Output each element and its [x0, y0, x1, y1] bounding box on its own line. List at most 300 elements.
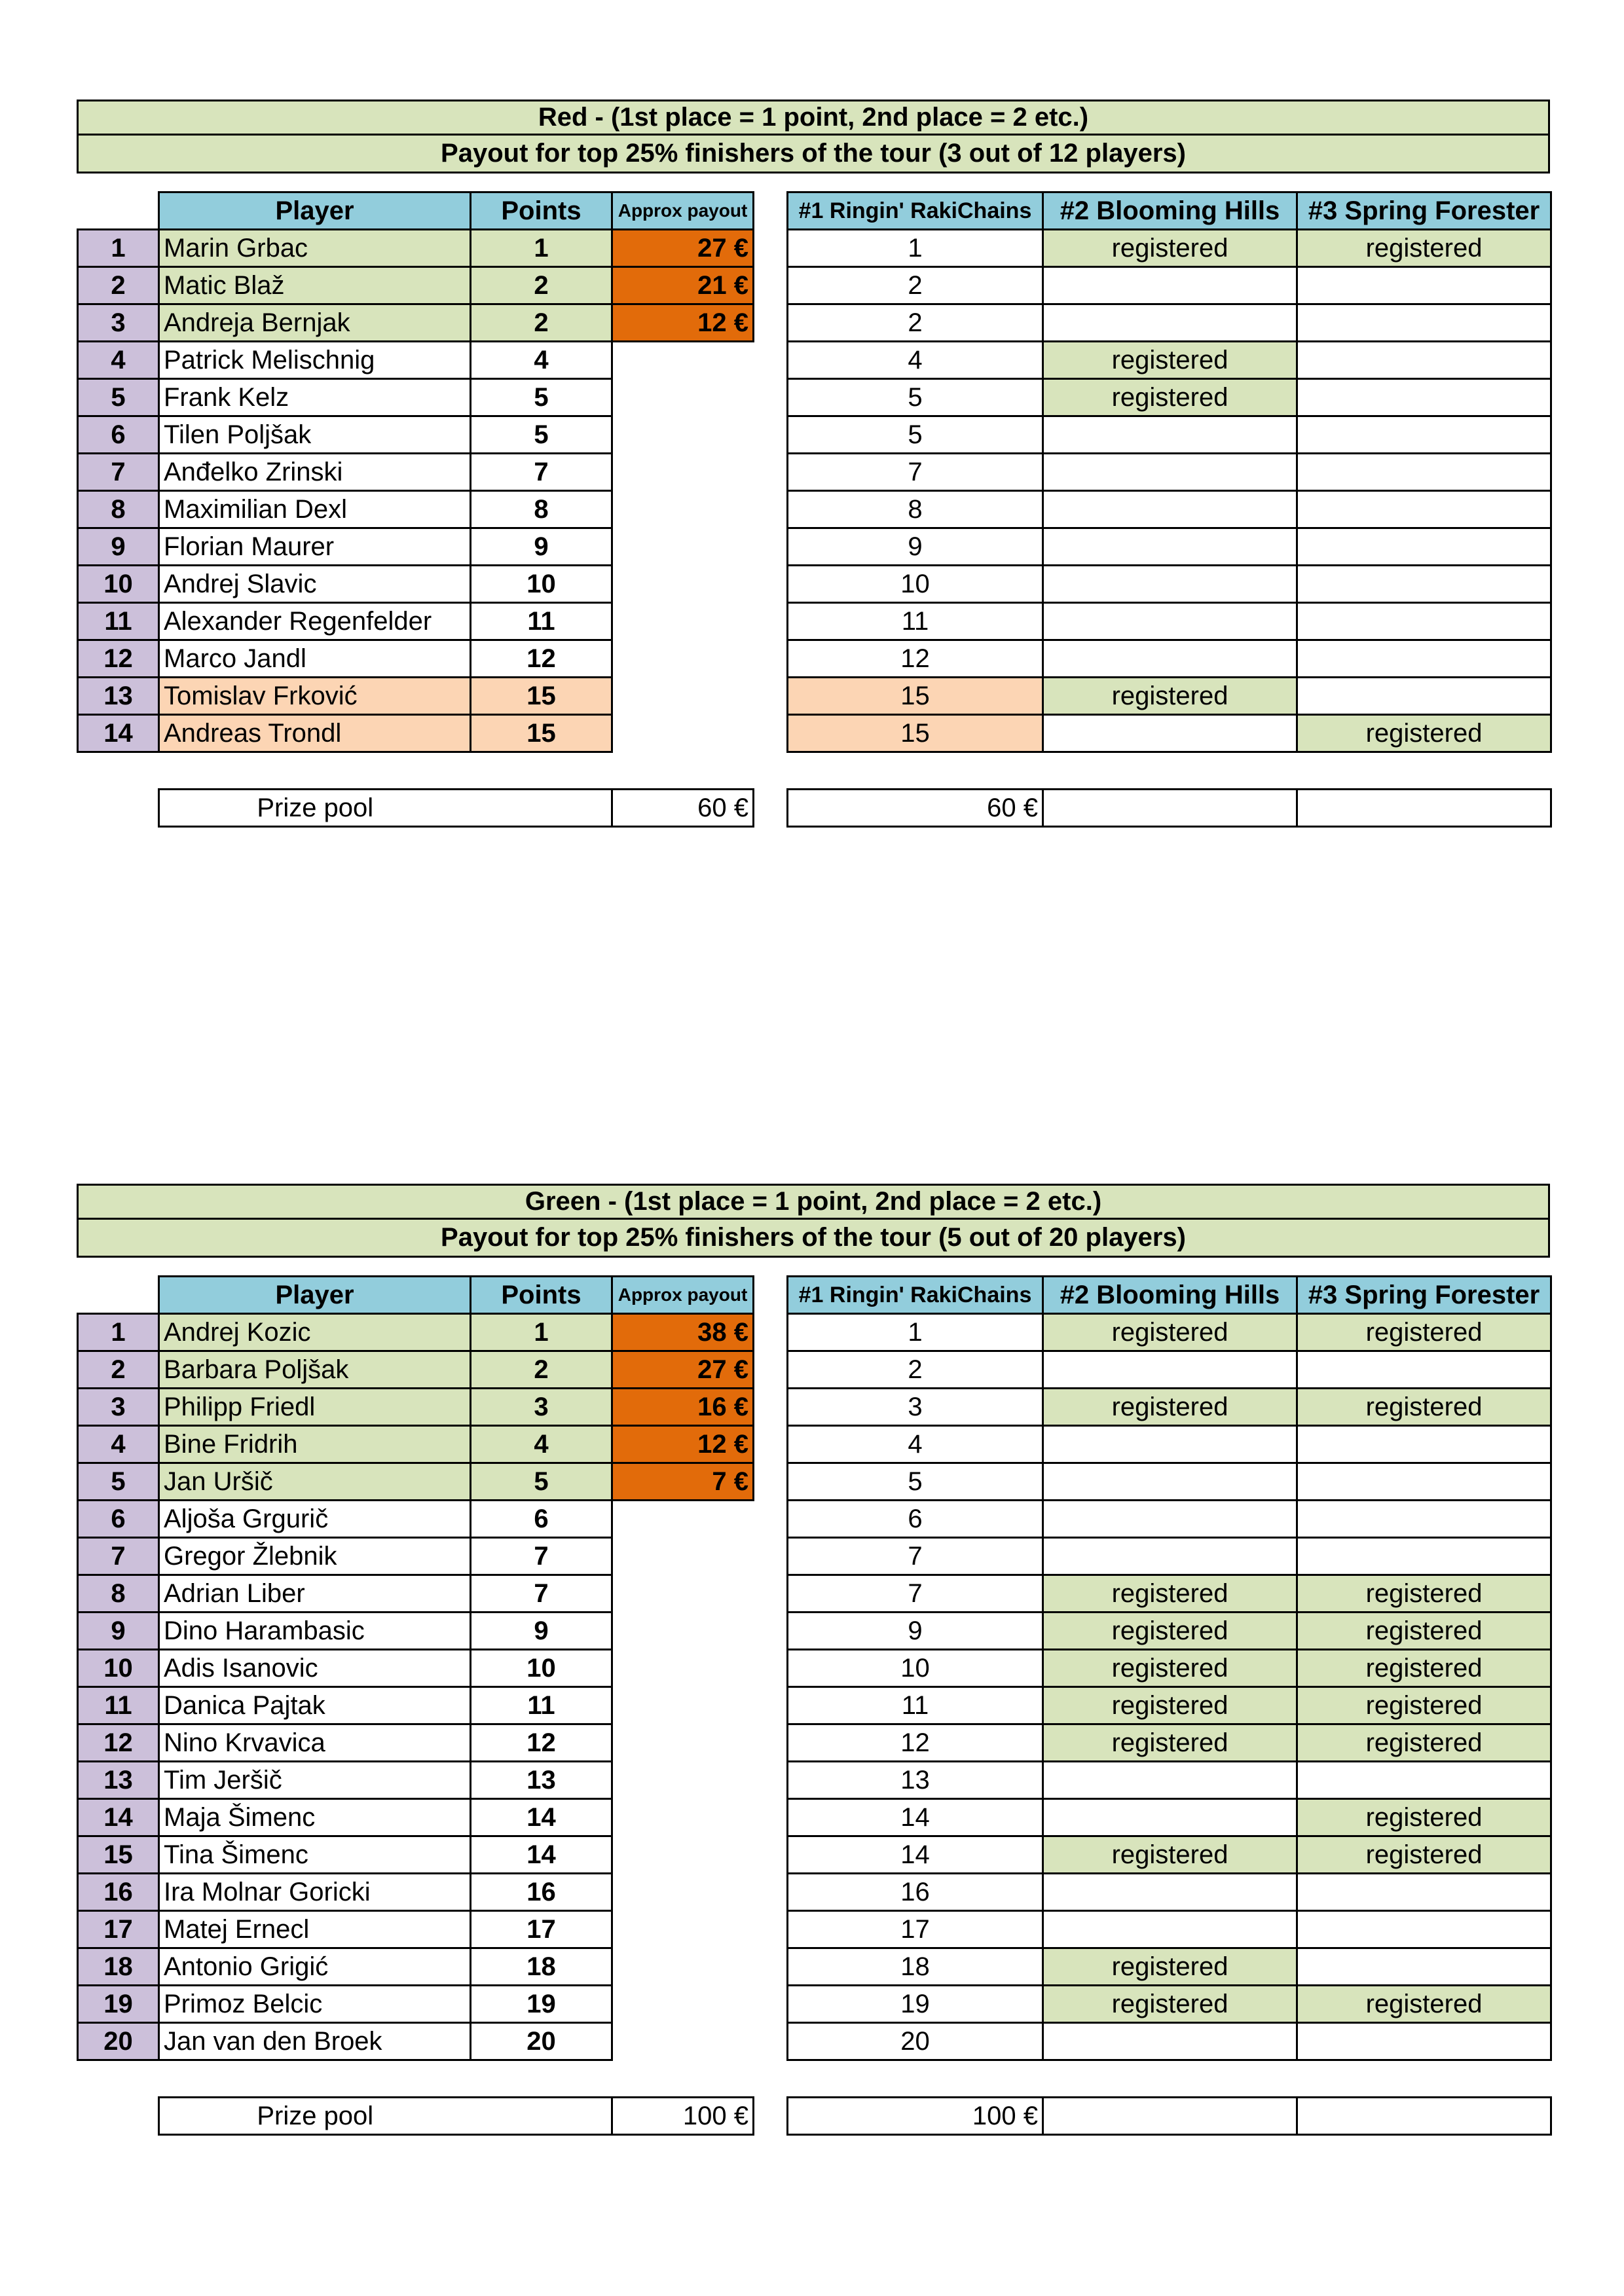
player-name-cell: Marin Grbac — [159, 230, 471, 267]
event2-registration-cell — [1043, 603, 1297, 640]
event3-registration-cell — [1297, 1538, 1551, 1575]
event3-registration-cell: registered — [1297, 1575, 1551, 1613]
spacer — [754, 678, 788, 715]
spacer — [754, 1463, 788, 1501]
payout-empty — [612, 678, 754, 715]
gap-cell — [159, 2060, 471, 2098]
spacer — [754, 603, 788, 640]
event3-registration-cell: registered — [1297, 1687, 1551, 1724]
points-cell: 9 — [471, 528, 612, 566]
event1-result-cell: 15 — [788, 678, 1043, 715]
event1-result-cell: 20 — [788, 2023, 1043, 2060]
event1-result-cell: 5 — [788, 1463, 1043, 1501]
event2-registration-cell — [1043, 267, 1297, 304]
player-name-cell: Tomislav Frković — [159, 678, 471, 715]
event3-registration-cell — [1297, 678, 1551, 715]
event2-registration-cell: registered — [1043, 1986, 1297, 2023]
table-row — [78, 1836, 1551, 1874]
event3-registration-cell — [1297, 491, 1551, 528]
player-name-cell: Aljoša Grgurič — [159, 1501, 471, 1538]
spacer — [754, 1501, 788, 1538]
spacer — [754, 1575, 788, 1613]
event3-registration-cell — [1297, 1874, 1551, 1911]
player-name-cell: Danica Pajtak — [159, 1687, 471, 1724]
spacer — [754, 2098, 788, 2135]
event2-registration-cell — [1043, 304, 1297, 342]
event1-result-cell: 12 — [788, 640, 1043, 678]
event3-registration-cell — [1297, 566, 1551, 603]
payout-cell: 27 € — [612, 230, 754, 267]
payout-empty — [612, 1501, 754, 1538]
event1-result-cell: 17 — [788, 1911, 1043, 1948]
spacer — [754, 230, 788, 267]
event1-result-cell: 1 — [788, 230, 1043, 267]
event1-result-cell: 12 — [788, 1724, 1043, 1762]
event1-column-header: #1 Ringin' RakiChains — [788, 192, 1043, 230]
event2-registration-cell — [1043, 491, 1297, 528]
event2-registration-cell — [1043, 1799, 1297, 1836]
red-table-body — [78, 192, 1551, 827]
event3-registration-cell: registered — [1297, 1836, 1551, 1874]
points-cell: 2 — [471, 1351, 612, 1389]
rank-cell: 3 — [78, 304, 159, 342]
payout-empty — [612, 715, 754, 752]
points-cell: 5 — [471, 1463, 612, 1501]
rank-cell: 2 — [78, 267, 159, 304]
points-cell: 17 — [471, 1911, 612, 1948]
table-row — [78, 1426, 1551, 1463]
payout-empty — [612, 1799, 754, 1836]
event2-registration-cell — [1043, 1463, 1297, 1501]
rank-cell: 9 — [78, 528, 159, 566]
event1-result-cell: 16 — [788, 1874, 1043, 1911]
rank-cell: 9 — [78, 1613, 159, 1650]
prize-pool-spacer — [471, 790, 612, 827]
spacer — [754, 304, 788, 342]
gap-row — [78, 752, 1551, 790]
payout-empty — [612, 603, 754, 640]
table-row — [78, 1575, 1551, 1613]
player-name-cell: Maja Šimenc — [159, 1799, 471, 1836]
event1-result-cell: 6 — [788, 1501, 1043, 1538]
points-cell: 3 — [471, 1389, 612, 1426]
event3-registration-cell: registered — [1297, 1724, 1551, 1762]
player-name-cell: Tim Jeršič — [159, 1762, 471, 1799]
spacer — [754, 1650, 788, 1687]
rank-cell: 14 — [78, 1799, 159, 1836]
player-name-cell: Barbara Poljšak — [159, 1351, 471, 1389]
player-name-cell: Andrej Kozic — [159, 1314, 471, 1351]
table-row — [78, 1351, 1551, 1389]
event2-column-header: #2 Blooming Hills — [1043, 192, 1297, 230]
rank-cell: 10 — [78, 566, 159, 603]
prize-pool-event3-value — [1297, 2098, 1551, 2135]
event2-registration-cell: registered — [1043, 342, 1297, 379]
event2-registration-cell — [1043, 1911, 1297, 1948]
event1-result-cell: 13 — [788, 1762, 1043, 1799]
table-row — [78, 1613, 1551, 1650]
table-row — [78, 1911, 1551, 1948]
player-name-cell: Patrick Melischnig — [159, 342, 471, 379]
payout-cell: 38 € — [612, 1314, 754, 1351]
spacer — [754, 1874, 788, 1911]
event1-result-cell: 2 — [788, 1351, 1043, 1389]
points-cell: 5 — [471, 379, 612, 416]
points-column-header: Points — [471, 1277, 612, 1314]
rank-cell: 5 — [78, 379, 159, 416]
table-row — [78, 528, 1551, 566]
event3-registration-cell — [1297, 304, 1551, 342]
event1-result-cell: 18 — [788, 1948, 1043, 1986]
event3-registration-cell — [1297, 1426, 1551, 1463]
spacer — [754, 1277, 788, 1314]
rank-cell: 5 — [78, 1463, 159, 1501]
gap-cell — [788, 2060, 1043, 2098]
event1-result-cell: 11 — [788, 603, 1043, 640]
spacer — [754, 192, 788, 230]
rank-cell: 14 — [78, 715, 159, 752]
gap-cell — [612, 752, 754, 790]
event2-registration-cell — [1043, 1426, 1297, 1463]
player-name-cell: Dino Harambasic — [159, 1613, 471, 1650]
spacer — [754, 528, 788, 566]
points-cell: 11 — [471, 603, 612, 640]
gap-cell — [471, 2060, 612, 2098]
event1-result-cell: 10 — [788, 1650, 1043, 1687]
table-row — [78, 1986, 1551, 2023]
rank-cell: 1 — [78, 1314, 159, 1351]
points-cell: 2 — [471, 267, 612, 304]
points-cell: 14 — [471, 1836, 612, 1874]
event2-registration-cell — [1043, 2023, 1297, 2060]
table-row — [78, 304, 1551, 342]
event1-result-cell: 7 — [788, 1538, 1043, 1575]
rank-cell: 6 — [78, 1501, 159, 1538]
table-row — [78, 342, 1551, 379]
player-name-cell: Andrej Slavic — [159, 566, 471, 603]
table-row — [78, 267, 1551, 304]
player-name-cell: Marco Jandl — [159, 640, 471, 678]
gap-cell — [159, 752, 471, 790]
event2-registration-cell — [1043, 454, 1297, 491]
green-column-header-row — [78, 1277, 1551, 1314]
payout-empty — [612, 1986, 754, 2023]
rank-cell: 7 — [78, 1538, 159, 1575]
player-name-cell: Andreas Trondl — [159, 715, 471, 752]
payout-empty — [612, 640, 754, 678]
player-name-cell: Bine Fridrih — [159, 1426, 471, 1463]
table-row — [78, 416, 1551, 454]
table-row — [78, 1314, 1551, 1351]
event3-column-header: #3 Spring Forester — [1297, 192, 1551, 230]
payout-empty — [612, 416, 754, 454]
event3-column-header: #3 Spring Forester — [1297, 1277, 1551, 1314]
player-name-cell: Antonio Grigić — [159, 1948, 471, 1986]
event1-result-cell: 1 — [788, 1314, 1043, 1351]
event3-registration-cell: registered — [1297, 230, 1551, 267]
player-name-cell: Frank Kelz — [159, 379, 471, 416]
points-cell: 7 — [471, 454, 612, 491]
event3-registration-cell: registered — [1297, 1986, 1551, 2023]
event2-registration-cell: registered — [1043, 1613, 1297, 1650]
green-prize-pool-row — [78, 2098, 1551, 2135]
event1-result-cell: 5 — [788, 379, 1043, 416]
payout-empty — [612, 1538, 754, 1575]
event3-registration-cell — [1297, 454, 1551, 491]
event2-column-header: #2 Blooming Hills — [1043, 1277, 1297, 1314]
table-row — [78, 1501, 1551, 1538]
spacer — [754, 1911, 788, 1948]
points-cell: 15 — [471, 678, 612, 715]
event3-registration-cell — [1297, 416, 1551, 454]
points-cell: 1 — [471, 1314, 612, 1351]
gap-cell — [78, 2060, 159, 2098]
spacer — [754, 1762, 788, 1799]
rank-cell: 11 — [78, 603, 159, 640]
table-row — [78, 566, 1551, 603]
rank-cell: 11 — [78, 1687, 159, 1724]
event1-result-cell: 7 — [788, 1575, 1043, 1613]
player-name-cell: Anđelko Zrinski — [159, 454, 471, 491]
player-name-cell: Alexander Regenfelder — [159, 603, 471, 640]
player-name-cell: Jan Uršič — [159, 1463, 471, 1501]
rank-header-blank — [78, 192, 159, 230]
event2-registration-cell — [1043, 1501, 1297, 1538]
table-row — [78, 1724, 1551, 1762]
points-cell: 10 — [471, 1650, 612, 1687]
event1-result-cell: 9 — [788, 528, 1043, 566]
green-title: Green - (1st place = 1 point, 2nd place = 2 etc.) — [77, 1184, 1550, 1220]
event2-registration-cell: registered — [1043, 1575, 1297, 1613]
event1-column-header: #1 Ringin' RakiChains — [788, 1277, 1043, 1314]
spacer — [754, 1426, 788, 1463]
event2-registration-cell: registered — [1043, 678, 1297, 715]
rank-cell: 8 — [78, 491, 159, 528]
rank-cell: 2 — [78, 1351, 159, 1389]
player-name-cell: Philipp Friedl — [159, 1389, 471, 1426]
table-row — [78, 2023, 1551, 2060]
event2-registration-cell — [1043, 566, 1297, 603]
player-column-header: Player — [159, 1277, 471, 1314]
event3-registration-cell — [1297, 1762, 1551, 1799]
event1-result-cell: 10 — [788, 566, 1043, 603]
event1-result-cell: 8 — [788, 491, 1043, 528]
event2-registration-cell — [1043, 1762, 1297, 1799]
table-row — [78, 678, 1551, 715]
payout-empty — [612, 2023, 754, 2060]
rank-cell: 18 — [78, 1948, 159, 1986]
event2-registration-cell: registered — [1043, 1389, 1297, 1426]
player-name-cell: Ira Molnar Goricki — [159, 1874, 471, 1911]
event3-registration-cell — [1297, 267, 1551, 304]
points-cell: 15 — [471, 715, 612, 752]
table-row — [78, 715, 1551, 752]
rank-cell: 19 — [78, 1986, 159, 2023]
rank-cell: 15 — [78, 1836, 159, 1874]
event1-result-cell: 9 — [788, 1613, 1043, 1650]
event1-result-cell: 4 — [788, 342, 1043, 379]
table-row — [78, 1463, 1551, 1501]
rank-cell: 17 — [78, 1911, 159, 1948]
red-prize-pool-row — [78, 790, 1551, 827]
gap-cell — [1043, 752, 1297, 790]
table-row — [78, 1874, 1551, 1911]
player-name-cell: Matej Ernecl — [159, 1911, 471, 1948]
gap-cell — [78, 752, 159, 790]
rank-cell: 12 — [78, 640, 159, 678]
spacer — [754, 1986, 788, 2023]
event1-result-cell: 4 — [788, 1426, 1043, 1463]
spacer — [754, 1613, 788, 1650]
player-name-cell: Tina Šimenc — [159, 1836, 471, 1874]
spacer — [754, 1687, 788, 1724]
event1-result-cell: 2 — [788, 267, 1043, 304]
prize-pool-value: 60 € — [612, 790, 754, 827]
player-name-cell: Adis Isanovic — [159, 1650, 471, 1687]
event3-registration-cell — [1297, 1911, 1551, 1948]
spacer — [754, 342, 788, 379]
rank-cell: 8 — [78, 1575, 159, 1613]
player-name-cell: Adrian Liber — [159, 1575, 471, 1613]
payout-cell: 16 € — [612, 1389, 754, 1426]
player-name-cell: Tilen Poljšak — [159, 416, 471, 454]
event3-registration-cell — [1297, 1501, 1551, 1538]
prize-pool-label: Prize pool — [159, 2098, 471, 2135]
table-row — [78, 1389, 1551, 1426]
event2-registration-cell: registered — [1043, 379, 1297, 416]
points-cell: 16 — [471, 1874, 612, 1911]
event3-registration-cell: registered — [1297, 1314, 1551, 1351]
spacer — [754, 1351, 788, 1389]
event2-registration-cell: registered — [1043, 1948, 1297, 1986]
payout-empty — [612, 342, 754, 379]
event1-result-cell: 11 — [788, 1687, 1043, 1724]
payout-empty — [612, 566, 754, 603]
spacer — [754, 454, 788, 491]
points-cell: 19 — [471, 1986, 612, 2023]
rank-cell: 4 — [78, 342, 159, 379]
event1-result-cell: 19 — [788, 1986, 1043, 2023]
gap-row — [78, 2060, 1551, 2098]
rank-cell: 20 — [78, 2023, 159, 2060]
table-row — [78, 491, 1551, 528]
payout-cell: 12 € — [612, 1426, 754, 1463]
table-row — [78, 1650, 1551, 1687]
rank-cell: 13 — [78, 1762, 159, 1799]
points-cell: 6 — [471, 1501, 612, 1538]
payout-empty — [612, 1613, 754, 1650]
event2-registration-cell — [1043, 1538, 1297, 1575]
payout-empty — [612, 1762, 754, 1799]
points-cell: 2 — [471, 304, 612, 342]
table-row — [78, 1538, 1551, 1575]
player-name-cell: Jan van den Broek — [159, 2023, 471, 2060]
player-column-header: Player — [159, 192, 471, 230]
prize-pool-event2-value — [1043, 2098, 1297, 2135]
points-cell: 4 — [471, 342, 612, 379]
rank-cell: 16 — [78, 1874, 159, 1911]
table-row — [78, 1762, 1551, 1799]
spacer — [754, 1724, 788, 1762]
payout-empty — [612, 1724, 754, 1762]
spacer — [754, 491, 788, 528]
gap-cell — [754, 2060, 788, 2098]
event3-registration-cell: registered — [1297, 1650, 1551, 1687]
event2-registration-cell — [1043, 715, 1297, 752]
event2-registration-cell — [1043, 1874, 1297, 1911]
event1-result-cell: 14 — [788, 1836, 1043, 1874]
points-cell: 18 — [471, 1948, 612, 1986]
rank-header-blank — [78, 1277, 159, 1314]
event3-registration-cell — [1297, 1463, 1551, 1501]
event3-registration-cell: registered — [1297, 1799, 1551, 1836]
spacer — [754, 267, 788, 304]
event1-result-cell: 15 — [788, 715, 1043, 752]
event1-result-cell: 3 — [788, 1389, 1043, 1426]
prize-pool-event2-value — [1043, 790, 1297, 827]
player-name-cell: Nino Krvavica — [159, 1724, 471, 1762]
points-cell: 9 — [471, 1613, 612, 1650]
rank-cell: 13 — [78, 678, 159, 715]
event3-registration-cell: registered — [1297, 715, 1551, 752]
event2-registration-cell: registered — [1043, 1836, 1297, 1874]
table-row — [78, 603, 1551, 640]
points-cell: 1 — [471, 230, 612, 267]
payout-empty — [612, 1650, 754, 1687]
green-standings-table — [77, 1275, 1552, 2136]
event2-registration-cell: registered — [1043, 1650, 1297, 1687]
event2-registration-cell: registered — [1043, 1687, 1297, 1724]
event1-result-cell: 14 — [788, 1799, 1043, 1836]
spacer — [754, 566, 788, 603]
points-cell: 7 — [471, 1538, 612, 1575]
gap-cell — [612, 2060, 754, 2098]
prize-pool-event1-value: 100 € — [788, 2098, 1043, 2135]
points-cell: 5 — [471, 416, 612, 454]
points-column-header: Points — [471, 192, 612, 230]
rank-cell: 1 — [78, 230, 159, 267]
points-cell: 13 — [471, 1762, 612, 1799]
event2-registration-cell — [1043, 1351, 1297, 1389]
event2-registration-cell — [1043, 528, 1297, 566]
event3-registration-cell — [1297, 528, 1551, 566]
payout-empty — [612, 1948, 754, 1986]
green-table-body — [78, 1277, 1551, 2135]
payout-cell: 27 € — [612, 1351, 754, 1389]
table-row — [78, 454, 1551, 491]
spacer — [78, 2098, 159, 2135]
prize-pool-label: Prize pool — [159, 790, 471, 827]
points-cell: 14 — [471, 1799, 612, 1836]
rank-cell: 7 — [78, 454, 159, 491]
gap-cell — [1297, 2060, 1551, 2098]
spacer — [754, 416, 788, 454]
event2-registration-cell: registered — [1043, 230, 1297, 267]
payout-empty — [612, 1874, 754, 1911]
rank-cell: 4 — [78, 1426, 159, 1463]
payout-column-header: Approx payout — [612, 1277, 754, 1314]
player-name-cell: Maximilian Dexl — [159, 491, 471, 528]
event2-registration-cell — [1043, 416, 1297, 454]
rank-cell: 12 — [78, 1724, 159, 1762]
points-cell: 11 — [471, 1687, 612, 1724]
payout-empty — [612, 1911, 754, 1948]
player-name-cell: Florian Maurer — [159, 528, 471, 566]
payout-empty — [612, 454, 754, 491]
points-cell: 8 — [471, 491, 612, 528]
spacer — [78, 790, 159, 827]
rank-cell: 10 — [78, 1650, 159, 1687]
